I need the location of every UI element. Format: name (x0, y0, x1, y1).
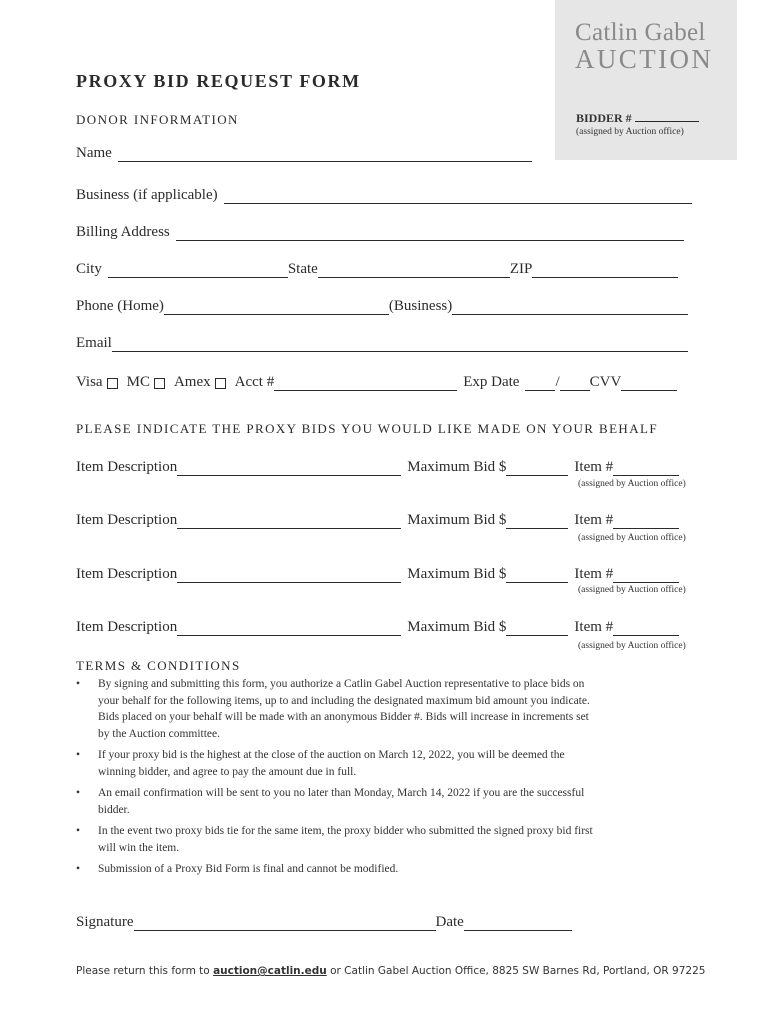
bullet: • (76, 825, 81, 837)
name-label: Name (76, 145, 112, 161)
acct-label: Acct # (234, 374, 275, 390)
bid-row (76, 618, 679, 636)
email-field[interactable] (112, 337, 688, 352)
state-field[interactable] (318, 263, 510, 278)
item-description-label: Item Description (76, 512, 178, 528)
terms-heading: TERMS & CONDITIONS (76, 658, 241, 673)
acct-field[interactable] (274, 376, 457, 391)
city-state-zip-row (76, 260, 678, 278)
maximum-bid-field[interactable] (506, 568, 568, 583)
cvv-field[interactable] (621, 376, 677, 391)
maximum-bid-label: Maximum Bid $ (407, 619, 507, 635)
amex-checkbox[interactable] (215, 378, 226, 389)
city-field[interactable] (108, 263, 288, 278)
item-number-label: Item # (574, 459, 614, 475)
terms-item (76, 861, 596, 878)
item-number-field[interactable] (613, 514, 679, 529)
terms-item-text: By signing and submitting this form, you authorize a Catlin Gabel Auction representative to place bids on your behalf for the following items, up to and including the designated maximum bid amount you indicate. Bids placed on your behalf will be made with an anonymous Bidder #. Bids will increase in increments set by the Auction committee. (98, 678, 590, 740)
maximum-bid-label: Maximum Bid $ (407, 512, 507, 528)
maximum-bid-field[interactable] (506, 621, 568, 636)
billing-row (76, 223, 684, 241)
item-number-note: (assigned by Auction office) (578, 533, 686, 543)
business-label: Business (if applicable) (76, 187, 218, 203)
name-field[interactable] (118, 147, 532, 162)
item-number-label: Item # (574, 512, 614, 528)
cvv-label: CVV (589, 374, 622, 390)
business-field[interactable] (224, 189, 692, 204)
phone-business-label: (Business) (388, 298, 453, 314)
donor-info-heading: DONOR INFORMATION (76, 112, 239, 127)
name-row (76, 144, 532, 162)
logo-auction: AUCTION (575, 44, 714, 74)
terms-list (76, 676, 596, 883)
mc-checkbox[interactable] (154, 378, 165, 389)
item-number-note: (assigned by Auction office) (578, 641, 686, 651)
visa-label: Visa (76, 374, 103, 390)
item-number-field[interactable] (613, 568, 679, 583)
maximum-bid-field[interactable] (506, 461, 568, 476)
exp-label: Exp Date (463, 374, 520, 390)
zip-field[interactable] (532, 263, 678, 278)
bid-row (76, 458, 679, 476)
item-description-field[interactable] (177, 621, 401, 636)
bullet: • (76, 863, 81, 875)
bidder-number-line[interactable] (635, 110, 699, 122)
terms-item-text: Submission of a Proxy Bid Form is final and cannot be modified. (98, 863, 399, 875)
bullet: • (76, 749, 81, 761)
bullet: • (76, 787, 81, 799)
maximum-bid-label: Maximum Bid $ (407, 566, 507, 582)
signature-label: Signature (76, 914, 134, 930)
signature-field[interactable] (134, 916, 436, 931)
date-field[interactable] (464, 916, 572, 931)
exp-year-field[interactable] (560, 376, 590, 391)
terms-item (76, 747, 596, 780)
item-number-label: Item # (574, 619, 614, 635)
maximum-bid-field[interactable] (506, 514, 568, 529)
footer-prefix: Please return this form to (76, 965, 214, 977)
proxy-bids-heading: PLEASE INDICATE THE PROXY BIDS YOU WOULD LIKE MADE ON YOUR BEHALF (76, 421, 658, 436)
terms-item-text: In the event two proxy bids tie for the same item, the proxy bidder who submitted the signed proxy bid first will win the item. (98, 825, 593, 854)
date-label: Date (435, 914, 464, 930)
payment-row (76, 373, 677, 391)
footer-address: or Catlin Gabel Auction Office, 8825 SW Barnes Rd, Portland, OR 97225 (326, 965, 706, 977)
footer-return-info (76, 965, 716, 977)
item-description-field[interactable] (177, 514, 401, 529)
terms-item (76, 823, 596, 856)
item-number-field[interactable] (613, 621, 679, 636)
item-number-note: (assigned by Auction office) (578, 479, 686, 489)
item-description-field[interactable] (177, 461, 401, 476)
amex-label: Amex (173, 374, 211, 390)
terms-item (76, 785, 596, 818)
billing-field[interactable] (176, 226, 684, 241)
item-number-field[interactable] (613, 461, 679, 476)
terms-item (76, 676, 596, 742)
item-description-label: Item Description (76, 619, 178, 635)
item-number-label: Item # (574, 566, 614, 582)
form-title: PROXY BID REQUEST FORM (76, 71, 361, 91)
mc-label: MC (126, 374, 150, 390)
bid-row (76, 565, 679, 583)
bidder-number-label: BIDDER # (576, 111, 632, 125)
logo-name: Catlin Gabel (575, 19, 706, 46)
email-label: Email (76, 335, 112, 351)
phone-business-field[interactable] (452, 300, 688, 315)
phone-home-field[interactable] (164, 300, 389, 315)
bid-row (76, 511, 679, 529)
visa-checkbox[interactable] (107, 378, 118, 389)
phone-row (76, 297, 688, 315)
item-number-note: (assigned by Auction office) (578, 585, 686, 595)
bullet: • (76, 678, 81, 690)
phone-home-label: Phone (Home) (76, 298, 164, 314)
bidder-number-field[interactable] (576, 110, 716, 126)
exp-month-field[interactable] (525, 376, 555, 391)
email-row (76, 334, 688, 352)
city-label: City (76, 261, 102, 277)
terms-item-text: If your proxy bid is the highest at the close of the auction on March 12, 2022, you will be deemed the winning bidder, and agree to pay the amount due in full. (98, 749, 565, 778)
item-description-label: Item Description (76, 566, 178, 582)
item-description-label: Item Description (76, 459, 178, 475)
zip-label: ZIP (509, 261, 533, 277)
state-label: State (287, 261, 318, 277)
bidder-note: (assigned by Auction office) (576, 127, 684, 137)
billing-label: Billing Address (76, 224, 170, 240)
business-row (76, 186, 692, 204)
item-description-field[interactable] (177, 568, 401, 583)
terms-item-text: An email confirmation will be sent to you no later than Monday, March 14, 2022 if you are the successful bidder. (98, 787, 585, 816)
signature-row (76, 913, 572, 931)
footer-email-link[interactable]: auction@catlin.edu (213, 965, 327, 977)
maximum-bid-label: Maximum Bid $ (407, 459, 507, 475)
exp-slash: / (555, 374, 560, 390)
